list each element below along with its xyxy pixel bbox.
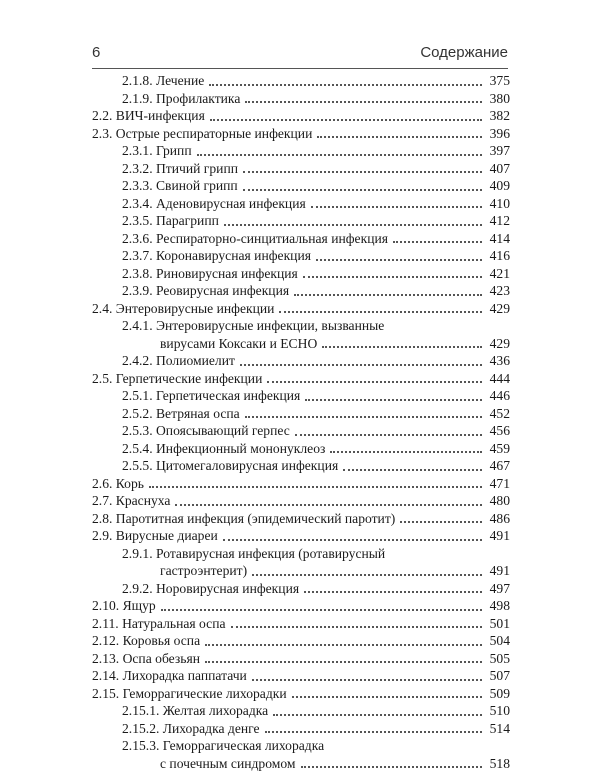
toc-page-number: 471 bbox=[482, 475, 510, 493]
toc-entry-title: 2.5.3. Опоясывающий герпес bbox=[122, 423, 293, 438]
toc-leader-dots bbox=[311, 206, 482, 208]
toc-page-number: 414 bbox=[482, 230, 510, 248]
toc-entry-line bbox=[92, 737, 510, 755]
toc-entry bbox=[92, 387, 510, 405]
toc-leader-dots bbox=[161, 609, 482, 611]
toc-entry-title: 2.5.5. Цитомегаловирусная инфекция bbox=[122, 458, 341, 473]
toc-page-number: 380 bbox=[482, 90, 510, 108]
toc-entry-line bbox=[92, 160, 510, 178]
toc-leader-dots bbox=[224, 224, 482, 226]
toc-leader-dots bbox=[393, 241, 482, 243]
toc-leader-dots bbox=[294, 294, 482, 296]
toc-leader-dots bbox=[265, 731, 482, 733]
toc-leader-dots bbox=[243, 189, 482, 191]
toc-page-number: 504 bbox=[482, 632, 510, 650]
toc-entry bbox=[92, 737, 510, 755]
toc-entry-title: 2.11. Натуральная оспа bbox=[92, 616, 229, 631]
toc-entry bbox=[92, 492, 510, 510]
toc-entry-line bbox=[92, 282, 510, 300]
toc-leader-dots bbox=[305, 399, 482, 401]
toc-page-number: 421 bbox=[482, 265, 510, 283]
toc-entry bbox=[92, 702, 510, 720]
toc-entry bbox=[92, 562, 510, 580]
toc-entry-title: 2.5.1. Герпетическая инфекция bbox=[122, 388, 303, 403]
toc-page-number: 491 bbox=[482, 527, 510, 545]
toc-entry-line bbox=[92, 335, 510, 353]
toc-page-number: 452 bbox=[482, 405, 510, 423]
toc-page-number: 429 bbox=[482, 300, 510, 318]
toc-entry-title: 2.15. Геморрагические лихорадки bbox=[92, 686, 290, 701]
toc-entry-line bbox=[92, 142, 510, 160]
toc-entry bbox=[92, 580, 510, 598]
toc-entry-line bbox=[92, 300, 510, 318]
toc-leader-dots bbox=[231, 626, 482, 628]
toc-leader-dots bbox=[175, 504, 482, 506]
toc-leader-dots bbox=[197, 154, 482, 156]
toc-entry-title: 2.9. Вирусные диареи bbox=[92, 528, 221, 543]
toc-page-number: 444 bbox=[482, 370, 510, 388]
toc-entry-line bbox=[92, 702, 510, 720]
toc-leader-dots bbox=[205, 661, 482, 663]
toc-entry-title: 2.4.1. Энтеровирусные инфекции, вызванные bbox=[122, 318, 387, 333]
toc-entry-line bbox=[92, 632, 510, 650]
toc-leader-dots bbox=[149, 486, 482, 488]
toc-entry bbox=[92, 370, 510, 388]
toc-entry-line bbox=[92, 685, 510, 703]
page-header bbox=[92, 44, 508, 66]
toc-page-number: 505 bbox=[482, 650, 510, 668]
toc-entry-line bbox=[92, 212, 510, 230]
toc-entry-title: 2.3.1. Грипп bbox=[122, 143, 195, 158]
toc-entry bbox=[92, 615, 510, 633]
toc-leader-dots bbox=[279, 311, 482, 313]
toc-entry-line bbox=[92, 580, 510, 598]
header-rule bbox=[92, 68, 508, 69]
toc-leader-dots bbox=[317, 136, 482, 138]
toc-leader-dots bbox=[267, 381, 482, 383]
toc-entry-title: 2.14. Лихорадка паппатачи bbox=[92, 668, 250, 683]
toc-entry-title: 2.13. Оспа обезьян bbox=[92, 651, 203, 666]
toc-entry-title: 2.10. Ящур bbox=[92, 598, 159, 613]
toc-page-number: 486 bbox=[482, 510, 510, 528]
toc-entry bbox=[92, 195, 510, 213]
toc-entry bbox=[92, 667, 510, 685]
toc-leader-dots bbox=[245, 416, 482, 418]
toc-page-number: 382 bbox=[482, 107, 510, 125]
toc-entry-title: 2.3.5. Парагрипп bbox=[122, 213, 222, 228]
toc-entry-title: 2.3.7. Коронавирусная инфекция bbox=[122, 248, 314, 263]
toc-entry-title: 2.6. Корь bbox=[92, 476, 147, 491]
toc-entry-title: 2.3. Острые респираторные инфекции bbox=[92, 126, 315, 141]
toc-entry bbox=[92, 90, 510, 108]
toc-leader-dots bbox=[301, 766, 482, 768]
toc-entry-line bbox=[92, 527, 510, 545]
toc-entry-line bbox=[92, 90, 510, 108]
toc-entry bbox=[92, 457, 510, 475]
toc-entry bbox=[92, 300, 510, 318]
toc-entry-title: 2.3.2. Птичий грипп bbox=[122, 161, 241, 176]
toc-leader-dots bbox=[273, 714, 482, 716]
toc-page-number: 497 bbox=[482, 580, 510, 598]
toc-page-number: 514 bbox=[482, 720, 510, 738]
toc-leader-dots bbox=[243, 171, 482, 173]
toc-entry-line bbox=[92, 475, 510, 493]
toc-entry-line bbox=[92, 720, 510, 738]
toc-page-number: 507 bbox=[482, 667, 510, 685]
toc-entry-line bbox=[92, 422, 510, 440]
toc-entry-title: 2.5.4. Инфекционный мононуклеоз bbox=[122, 441, 328, 456]
toc-page-number: 459 bbox=[482, 440, 510, 458]
toc-entry-line bbox=[92, 230, 510, 248]
toc-leader-dots bbox=[210, 119, 482, 121]
toc-page-number: 409 bbox=[482, 177, 510, 195]
toc-entry-line bbox=[92, 457, 510, 475]
toc-leader-dots bbox=[316, 259, 482, 261]
toc-leader-dots bbox=[330, 451, 482, 453]
toc-page-number: 396 bbox=[482, 125, 510, 143]
toc-entry-title: 2.3.6. Респираторно-синцитиальная инфекция bbox=[122, 231, 391, 246]
toc-entry-title: 2.15.3. Геморрагическая лихорадка bbox=[122, 738, 327, 753]
toc-entry bbox=[92, 545, 510, 563]
toc-leader-dots bbox=[252, 574, 482, 576]
toc-entry bbox=[92, 125, 510, 143]
toc-entry-line bbox=[92, 72, 510, 90]
toc-entry-line bbox=[92, 317, 510, 335]
toc-entry-line bbox=[92, 177, 510, 195]
toc-entry bbox=[92, 527, 510, 545]
toc-entry-title: 2.7. Краснуха bbox=[92, 493, 173, 508]
toc-page-number: 423 bbox=[482, 282, 510, 300]
toc-entry-line bbox=[92, 650, 510, 668]
toc-entry bbox=[92, 755, 510, 772]
toc-entry bbox=[92, 212, 510, 230]
toc-entry-line bbox=[92, 545, 510, 563]
toc-leader-dots bbox=[245, 101, 482, 103]
toc-entry-line bbox=[92, 370, 510, 388]
toc-entry-line bbox=[92, 195, 510, 213]
toc-entry-title: 2.5. Герпетические инфекции bbox=[92, 371, 265, 386]
toc-entry-line bbox=[92, 247, 510, 265]
toc-entry-title: 2.3.4. Аденовирусная инфекция bbox=[122, 196, 309, 211]
toc-leader-dots bbox=[292, 696, 482, 698]
toc-page-number: 375 bbox=[482, 72, 510, 90]
running-title: Содержание bbox=[420, 44, 508, 61]
toc-entry bbox=[92, 107, 510, 125]
toc-page-number: 446 bbox=[482, 387, 510, 405]
toc-entry-title: 2.1.9. Профилактика bbox=[122, 91, 243, 106]
toc-entry-title: 2.12. Коровья оспа bbox=[92, 633, 203, 648]
toc-entry-line bbox=[92, 387, 510, 405]
toc-entry bbox=[92, 247, 510, 265]
toc-entry-line bbox=[92, 125, 510, 143]
toc-entry-title: 2.4. Энтеровирусные инфекции bbox=[92, 301, 277, 316]
toc-page-number: 518 bbox=[482, 755, 510, 772]
toc-entry bbox=[92, 142, 510, 160]
toc-page-number: 412 bbox=[482, 212, 510, 230]
toc-entry-line bbox=[92, 265, 510, 283]
toc-entry-title: 2.4.2. Полиомиелит bbox=[122, 353, 238, 368]
toc-entry bbox=[92, 282, 510, 300]
toc-entry-title: 2.8. Паротитная инфекция (эпидемический паротит) bbox=[92, 511, 398, 526]
toc-leader-dots bbox=[400, 521, 482, 523]
toc-entry bbox=[92, 352, 510, 370]
toc-entry bbox=[92, 510, 510, 528]
toc-entry-title: 2.3.8. Риновирусная инфекция bbox=[122, 266, 301, 281]
toc-entry bbox=[92, 597, 510, 615]
toc-entry-line bbox=[92, 615, 510, 633]
toc-entry-title: 2.15.1. Желтая лихорадка bbox=[122, 703, 271, 718]
toc-entry bbox=[92, 405, 510, 423]
toc-entry-title: 2.3.9. Реовирусная инфекция bbox=[122, 283, 292, 298]
toc-page-number: 436 bbox=[482, 352, 510, 370]
toc-page-number: 491 bbox=[482, 562, 510, 580]
toc-entry-line bbox=[92, 405, 510, 423]
toc-leader-dots bbox=[252, 679, 482, 681]
toc-page-number: 480 bbox=[482, 492, 510, 510]
toc-page-number: 501 bbox=[482, 615, 510, 633]
toc-entry-title: с почечным синдромом bbox=[160, 756, 299, 771]
toc-entry-line bbox=[92, 107, 510, 125]
toc-entry-line bbox=[92, 510, 510, 528]
toc-leader-dots bbox=[343, 469, 482, 471]
toc-leader-dots bbox=[223, 539, 482, 541]
toc-entry-title: 2.2. ВИЧ-инфекция bbox=[92, 108, 208, 123]
toc-entry-line bbox=[92, 440, 510, 458]
table-of-contents bbox=[92, 72, 510, 772]
toc-entry-line bbox=[92, 597, 510, 615]
toc-entry-title: 2.9.2. Норовирусная инфекция bbox=[122, 581, 302, 596]
toc-entry bbox=[92, 317, 510, 335]
toc-entry-title: 2.9.1. Ротавирусная инфекция (ротавирусный bbox=[122, 546, 388, 561]
toc-entry-line bbox=[92, 667, 510, 685]
toc-entry bbox=[92, 720, 510, 738]
toc-entry bbox=[92, 335, 510, 353]
toc-entry-line bbox=[92, 755, 510, 772]
toc-page-number: 397 bbox=[482, 142, 510, 160]
toc-entry bbox=[92, 440, 510, 458]
toc-entry bbox=[92, 650, 510, 668]
page-number: 6 bbox=[92, 44, 100, 61]
toc-entry-line bbox=[92, 352, 510, 370]
toc-page-number: 429 bbox=[482, 335, 510, 353]
toc-entry-line bbox=[92, 562, 510, 580]
toc-page-number: 410 bbox=[482, 195, 510, 213]
toc-entry-title: 2.5.2. Ветряная оспа bbox=[122, 406, 243, 421]
toc-page-number: 498 bbox=[482, 597, 510, 615]
toc-entry-title: вирусами Коксаки и ЕСНО bbox=[160, 336, 320, 351]
toc-entry bbox=[92, 475, 510, 493]
toc-page-number: 510 bbox=[482, 702, 510, 720]
toc-leader-dots bbox=[240, 364, 482, 366]
toc-entry-title: 2.3.3. Свиной грипп bbox=[122, 178, 241, 193]
toc-entry-title: гастроэнтерит) bbox=[160, 563, 250, 578]
toc-entry-title: 2.1.8. Лечение bbox=[122, 73, 207, 88]
toc-entry bbox=[92, 177, 510, 195]
toc-page-number: 416 bbox=[482, 247, 510, 265]
toc-entry bbox=[92, 230, 510, 248]
toc-entry-line bbox=[92, 492, 510, 510]
toc-leader-dots bbox=[322, 346, 482, 348]
toc-entry-title: 2.15.2. Лихорадка денге bbox=[122, 721, 263, 736]
toc-leader-dots bbox=[209, 84, 482, 86]
toc-page-number: 509 bbox=[482, 685, 510, 703]
toc-page-number: 456 bbox=[482, 422, 510, 440]
toc-leader-dots bbox=[295, 434, 482, 436]
toc-entry bbox=[92, 72, 510, 90]
toc-entry bbox=[92, 685, 510, 703]
toc-leader-dots bbox=[205, 644, 482, 646]
toc-entry bbox=[92, 265, 510, 283]
toc-leader-dots bbox=[304, 591, 482, 593]
toc-page-number: 467 bbox=[482, 457, 510, 475]
toc-entry bbox=[92, 160, 510, 178]
toc-leader-dots bbox=[303, 276, 482, 278]
toc-page-number: 407 bbox=[482, 160, 510, 178]
toc-entry bbox=[92, 422, 510, 440]
toc-entry bbox=[92, 632, 510, 650]
